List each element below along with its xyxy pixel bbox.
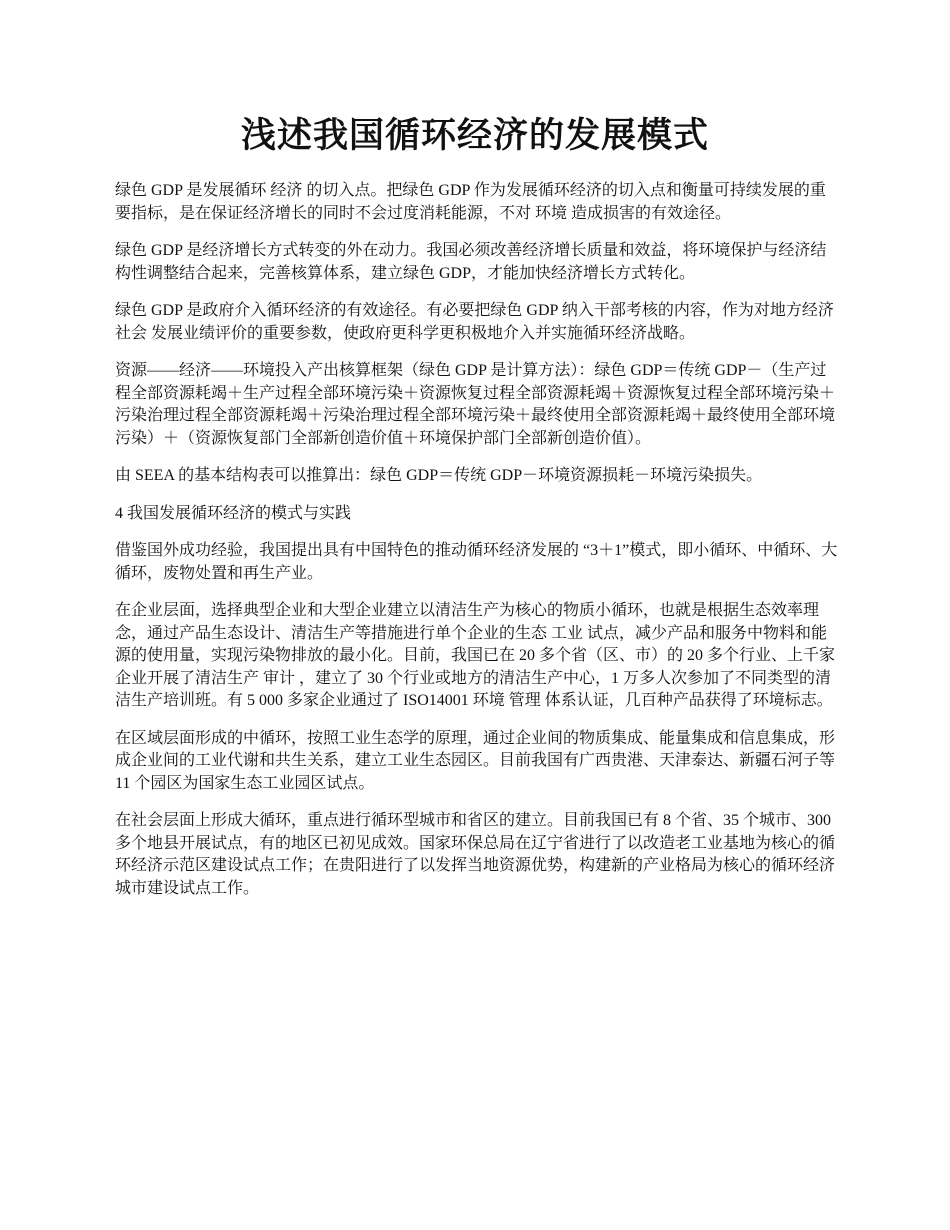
document-body [115,180,841,915]
section-heading: 4 我国发展循环经济的模式与实践 [115,504,352,522]
paragraph-1: 绿色 GDP 是发展循环 经济 的切入点。把绿色 GDP 作为发展循环经济的切入点和衡量可持续发展的重要指标，是在保证经济增长的同时不会过度消耗能源，不对 环境 造成损害的有效途径。 [115,182,826,222]
paragraph-2: 绿色 GDP 是经济增长方式转变的外在动力。我国必须改善经济增长质量和效益，将环境保护与经济结构性调整结合起来，完善核算体系，建立绿色 GDP，才能加快经济增长方式转化。 [115,242,827,282]
paragraph-3: 绿色 GDP 是政府介入循环经济的有效途径。有必要把绿色 GDP 纳入干部考核的内容，作为对地方经济 社会 发展业绩评价的重要参数，使政府更科学更积极地介入并实施循环经济战略。 [115,302,834,342]
paragraph-5: 由 SEEA 的基本结构表可以推算出：绿色 GDP＝传统 GDP－环境资源损耗－环境污染损失。 [115,467,763,484]
paragraph-9: 在区域层面形成的中循环，按照工业生态学的原理，通过企业间的物质集成、能量集成和信息集成，形成企业间的工业代谢和共生关系，建立工业生态园区。目前我国有广西贵港、天津泰达、新疆石河子等 11 个园区为国家生态工业园区试点。 [115,729,836,792]
document-title: 浅述我国循环经济的发展模式 [240,116,709,155]
paragraph-7: 借鉴国外成功经验，我国提出具有中国特色的推动循环经济发展的 “3＋1”模式，即小循环、中循环、大循环，废物处置和再生产业。 [115,542,838,582]
paragraph-10: 在社会层面上形成大循环，重点进行循环型城市和省区的建立。目前我国已有 8 个省、35 个城市、300 多个地县开展试点，有的地区已初见成效。国家环保总局在辽宁省进行了以改造老工业基地为核心的循环经济示范区建设试点工作；在贵阳进行了以发挥当地资源优势，构建新的产业格局为核心的循环经济城市建设试点工作。 [115,812,836,897]
paragraph-8: 在企业层面，选择典型企业和大型企业建立以清洁生产为核心的物质小循环，也就是根据生态效率理念，通过产品生态设计、清洁生产等措施进行单个企业的生态 工业 试点，减少产品和服务中物料和能源的使用量，实现污染物排放的最小化。目前，我国已在 20 多个省（区、市）的 20 多个行业、上千家企业开展了清洁生产 审计 ，建立了 30 个行业或地方的清洁生产中心，1 万多人次参加了不同类型的清洁生产培训班。有 5 000 多家企业通过了 ISO14001 环境 管理 体系认证，几百种产品获得了环境标志。 [115,602,836,709]
paragraph-4: 资源——经济——环境投入产出核算框架（绿色 GDP 是计算方法）：绿色 GDP＝传统 GDP－（生产过程全部资源耗竭＋生产过程全部环境污染＋资源恢复过程全部资源耗竭＋资源恢复过程全部环境污染＋污染治理过程全部资源耗竭＋污染治理过程全部环境污染＋最终使用全部资源耗竭＋最终使用全部环境污染）＋（资源恢复部门全部新创造价值＋环境保护部门全部新创造价值）。 [115,362,836,447]
